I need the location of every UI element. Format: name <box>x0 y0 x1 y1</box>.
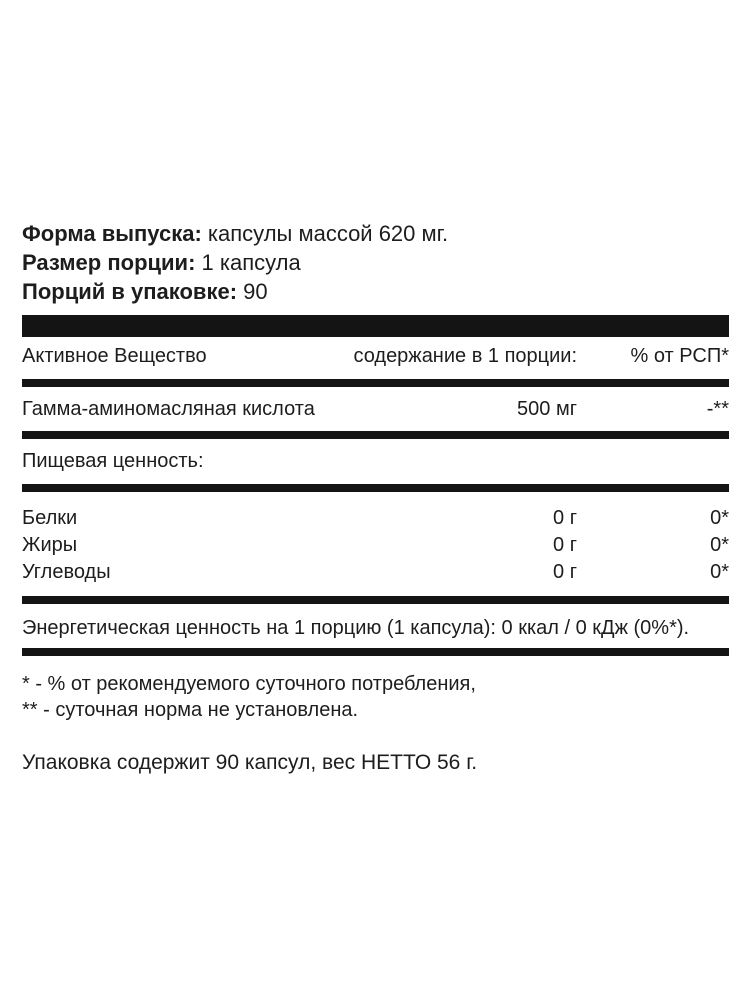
header-active-substance: Активное Вещество <box>22 345 207 367</box>
active-substance-name: Гамма-аминомасляная кислота <box>22 398 315 420</box>
active-substance-rsp: -** <box>706 398 729 420</box>
table-row <box>22 559 729 586</box>
table-row <box>22 532 729 559</box>
nutrient-amount: 0 г <box>553 534 577 556</box>
nutrient-name: Углеводы <box>22 561 111 583</box>
serving-size-value: 1 капсула <box>201 250 301 275</box>
nutrient-name: Жиры <box>22 534 78 556</box>
table-row <box>22 505 729 532</box>
serving-size-line <box>22 248 729 277</box>
servings-per-pack-line <box>22 277 729 306</box>
table-header-row <box>22 343 729 369</box>
divider-under-nutrition-title <box>22 484 729 492</box>
footnote-no-norm: ** - суточная норма не установлена. <box>22 699 359 721</box>
nutrient-name: Белки <box>22 507 78 529</box>
table-top-bar <box>22 315 729 337</box>
servings-per-pack-label: Порций в упаковке: <box>22 279 238 304</box>
nutrient-amount: 0 г <box>553 561 577 583</box>
nutrient-amount: 0 г <box>553 507 577 529</box>
form-line <box>22 219 729 248</box>
energy-value-line: Энергетическая ценность на 1 порцию (1 капсула): 0 ккал / 0 кДж (0%*). <box>22 617 690 639</box>
active-substance-amount: 500 мг <box>517 398 577 420</box>
table-row <box>22 396 729 422</box>
nutrient-rsp: 0* <box>710 534 729 556</box>
divider-above-energy-line <box>22 596 729 604</box>
footnote-rsp: * - % от рекомендуемого суточного потребления, <box>22 673 476 695</box>
package-contents-line: Упаковка содержит 90 капсул, вес НЕТТО 56 г. <box>22 751 478 774</box>
servings-per-pack-value: 90 <box>243 279 268 304</box>
footnotes-block <box>22 671 729 723</box>
form-label: Форма выпуска: <box>22 221 202 246</box>
product-intro-block <box>22 219 729 306</box>
nutrient-rsp: 0* <box>710 561 729 583</box>
serving-size-label: Размер порции: <box>22 250 196 275</box>
nutrient-rsp: 0* <box>710 507 729 529</box>
nutrition-rows <box>22 505 729 586</box>
nutrition-section-title: Пищевая ценность: <box>22 450 204 472</box>
header-rsp-percent: % от РСП* <box>630 345 729 367</box>
header-amount-per-serving: содержание в 1 порции: <box>353 345 577 367</box>
divider-under-header <box>22 379 729 387</box>
divider-above-nutrition-title <box>22 431 729 439</box>
table-bottom-bar <box>22 648 729 656</box>
form-value: капсулы массой 620 мг. <box>207 221 449 246</box>
